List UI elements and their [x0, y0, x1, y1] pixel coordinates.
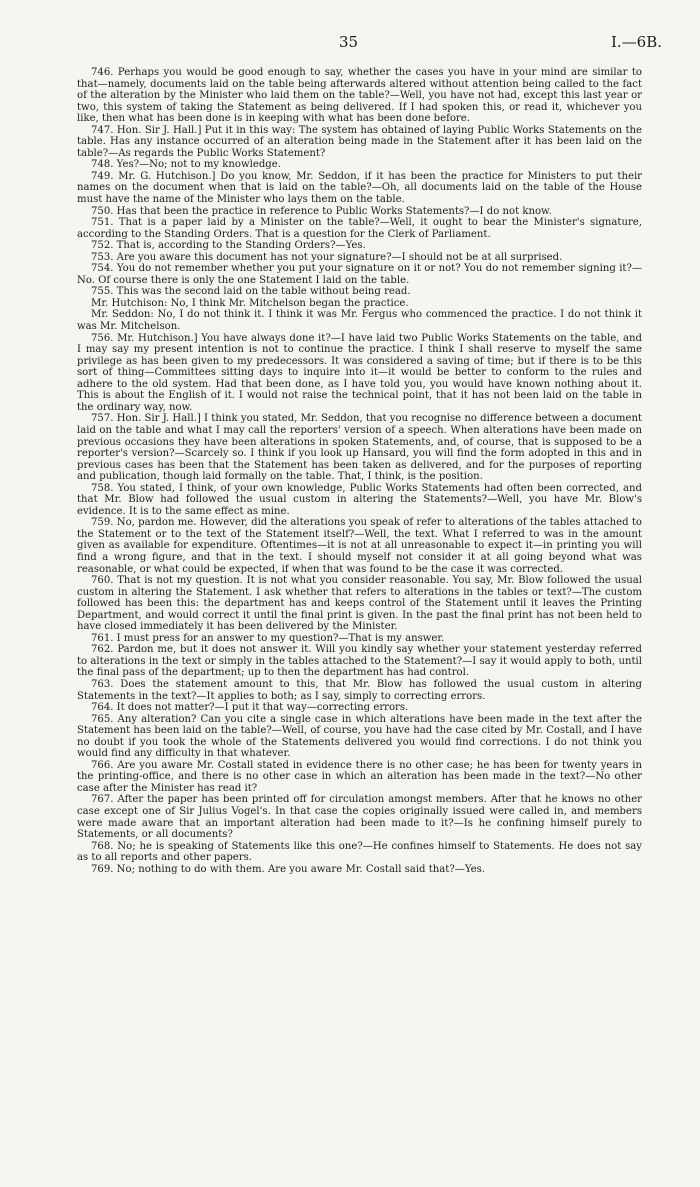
paragraph-757: 757. Hon. Sir J. Hall.] I think you stated, Mr. Seddon, that you recognise no difference between a document laid on the table and what I may call the reporters' version of a speech. When alterations have been made on previous occasions they have been alterations in spoken Statements, and, of course, that is supposed to be a reporter's version?—Scarcely so. I think if you look up Hansard, you will find the form adopted in this and in previous cases has been that the Statement has been taken as delivered, and for the purposes of reporting and publication, though laid formally on the table. That, I think, is the position. — [77, 413, 642, 483]
paragraph-761: 761. I must press for an answer to my question?—That is my answer. — [91, 632, 445, 644]
paragraph-765: 765. Any alteration? Can you cite a single case in which alterations have been made in the text after the Statement has been laid on the table?—Well, of course, you have had the case cited by Mr. Costall, and I have no doubt if you took the whole of the Statements delivered you would find corrections. I do not think you would find any difficulty in that whatever. — [77, 713, 642, 760]
paragraph-760: 760. That is not my question. It is not what you consider reasonable. You say, Mr. Blow followed the usual custom in altering the Statement. I ask whether that refers to alterations in the tables or text?—The custom followed has been this: the department has and keeps control of the Statement until it leaves the Printing Department, and would correct it until the final print is given. In the past the final print has not been held to have closed immediately it has been delivered by the Minister. — [77, 575, 642, 633]
paragraph-759: 759. No, pardon me. However, did the alterations you speak of refer to alterations of the tables attached to the Statement or to the text of the Statement itself?—Well, the text. What I referred to was in the amount given as available for expenditure. Oftentimes—it is not at all unreasonable to expect it—in printing you will find a wrong figure, and that in the text. I should myself not consider it at all going beyond what was reasonable, or what could be expected, if when that was found to be the case it was corrected. — [77, 517, 642, 575]
paragraph-746: 746. Perhaps you would be good enough to say, whether the cases you have in your mind are similar to that—namely, documents laid on the table being afterwards altered without attention being called to the fact of the alteration by the Minister who laid them on the table?—Well, you have not had, except this last year or two, this system of taking the Statement as being delivered. If I had spoken this, or read it, whichever you like, then what has been done is in keeping with what has been done before. — [77, 67, 642, 125]
paragraph-753: 753. Are you aware this document has not your signature?—I should not be at all surprised. — [91, 251, 563, 263]
paragraph-766: 766. Are you aware Mr. Costall stated in evidence there is no other case; he has been for twenty years in the printing-office, and there is no other case in which an alteration has been made in the text?—No other case after the Minister has read it? — [77, 759, 642, 794]
paragraph-754: 754. You do not remember whether you put your signature on it or not? You do not remember signing it?—No. Of course there is only the one Statement I laid on the table. — [77, 263, 642, 286]
paragraph-749: 749. Mr. G. Hutchison.] Do you know, Mr. Seddon, if it has been the practice for Ministers to put their names on the document when that is laid on the table?—Oh, all documents laid on the table of the House must have the name of the Minister who lays them on the table. — [77, 170, 642, 206]
paragraph-767: 767. After the paper has been printed off for circulation amongst members. After that he knows no other case except one of Sir Julius Vogel's. In that case the copies originally issued were called in, and members were made aware that an important alteration had been made to it?—Is he confining himself purely to Statements, or all documents? — [77, 794, 642, 841]
paragraph-748: 748. Yes?—No; not to my knowledge. — [91, 159, 281, 171]
paragraph-762: 762. Pardon me, but it does not answer it. Will you kindly say whether your statement yesterday referred to alterations in the text or simply in the tables attached to the Statement?—I say it would apply to both, until the final pass of the department; up to then the department has had control. — [77, 644, 642, 679]
document-reference: I.—6B. — [610, 33, 662, 51]
paragraph-756: 756. Mr. Hutchison.] You have always done it?—I have laid two Public Works Statements on the table, and I may say my present intention is not to continue the practice. I think I shall reserve to myself the same privilege as has been given to my predecessors. It was considered a saving of time; but if there is to be this sort of thing—Committees sitting days to inquire into it—it would be better to conform to the rules and adhere to the old system. Had that been done, as I have told you, you would have known nothing about it. This is about the English of it. I would not raise the technical point, that it has not been laid on the table in the ordinary way, now. — [77, 332, 642, 413]
document-body — [77, 67, 642, 875]
paragraph-758: 758. You stated, I think, of your own knowledge, Public Works Statements had often been corrected, and that Mr. Blow had followed the usual custom in altering the Statements?—Well, you have Mr. Blow's evidence. It is to the same effect as mine. — [77, 482, 642, 517]
paragraph-hutchison-remark: Mr. Hutchison: No, I think Mr. Mitchelson began the practice. — [91, 297, 409, 309]
paragraph-750: 750. Has that been the practice in reference to Public Works Statements?—I do not know. — [91, 205, 552, 217]
paragraph-747: 747. Hon. Sir J. Hall.] Put it in this way: The system has obtained of laying Public Works Statements on the table. Has any instance occurred of an alteration being made in the Statement after it has been laid on the table?—As regards the Public Works Statement? — [77, 124, 642, 159]
paragraph-751: 751. That is a paper laid by a Minister on the table?—Well, it ought to bear the Minister's signature, according to the Standing Orders. That is a question for the Clerk of Parliament. — [77, 217, 642, 240]
paragraph-768: 768. No; he is speaking of Statements like this one?—He confines himself to Statements. He does not say as to all reports and other papers. — [77, 840, 642, 864]
paragraph-763: 763. Does the statement amount to this, that Mr. Blow has followed the usual custom in altering Statements in the text?—It applies to both; as I say, simply to correcting errors. — [77, 678, 642, 702]
paragraph-764: 764. It does not matter?—I put it that way—correcting errors. — [91, 702, 409, 714]
paragraph-755: 755. This was the second laid on the table without being read. — [91, 286, 411, 298]
page-header — [0, 33, 700, 51]
page-number: 35 — [339, 33, 359, 51]
paragraph-769: 769. No; nothing to do with them. Are you aware Mr. Costall said that?—Yes. — [91, 863, 486, 875]
paragraph-seddon-remark: Mr. Seddon: No, I do not think it. I think it was Mr. Fergus who commenced the practice. I do not think it was Mr. Mitchelson. — [77, 309, 642, 333]
paragraph-752: 752. That is, according to the Standing Orders?—Yes. — [91, 240, 366, 252]
